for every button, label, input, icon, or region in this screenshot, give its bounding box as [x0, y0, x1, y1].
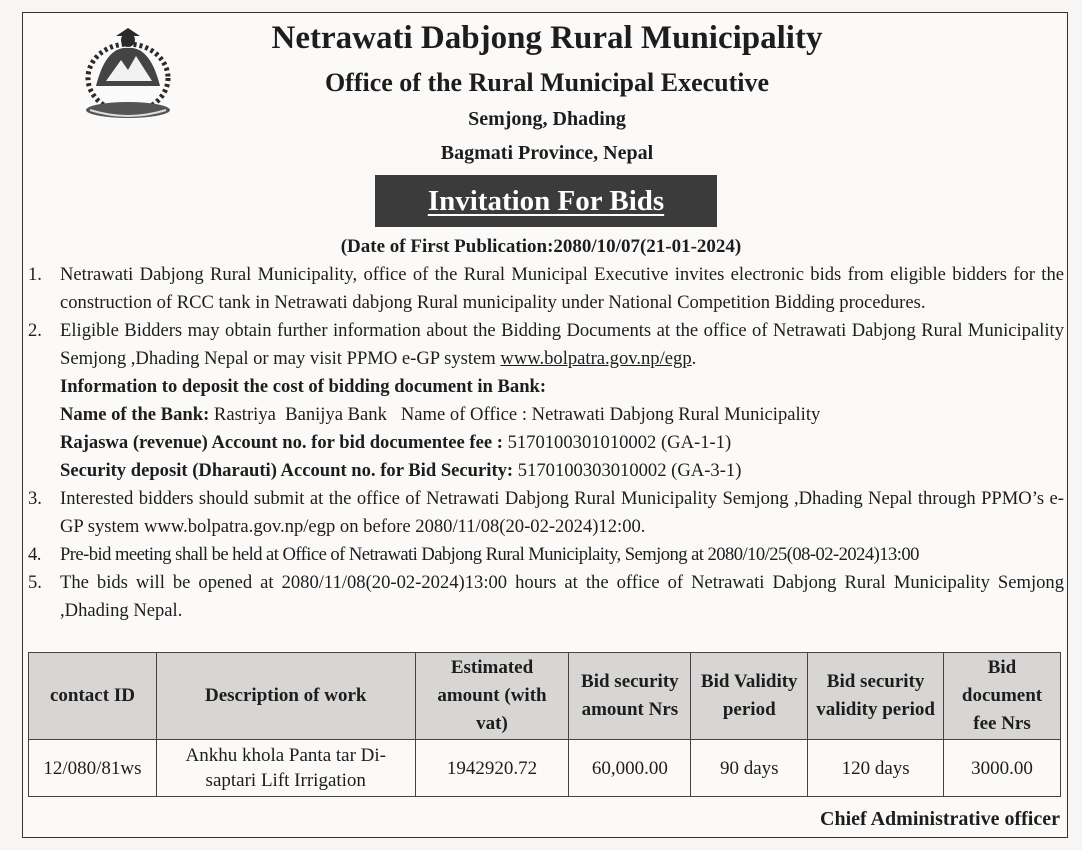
bank-name-label: Name of the Bank:: [60, 404, 210, 425]
cell-bid-security: 60,000.00: [569, 740, 691, 797]
col-validity: Bid Validity period: [691, 653, 808, 740]
col-description: Description of work: [156, 653, 415, 740]
col-security-validity: Bid security validity period: [808, 653, 944, 740]
item-text: Pre-bid meeting shall be held at Office of Netrawati Dabjong Rural Municiplaity, Semjong at 2080/10/25(08-02-2024)13:00: [60, 544, 919, 565]
bank-info-heading: Information to deposit the cost of bidding document in Bank:: [60, 376, 547, 397]
table-header-row: [29, 653, 1061, 740]
cell-description: Ankhu khola Panta tar Di-saptari Lift Irrigation: [156, 740, 415, 797]
col-contact-id: contact ID: [29, 653, 157, 740]
notice-title: Invitation For Bids: [427, 184, 665, 217]
list-item: [28, 261, 1064, 317]
item-text-end: .: [691, 348, 697, 369]
list-item: [28, 569, 1064, 625]
list-item: [28, 485, 1064, 541]
item-text: Eligible Bidders may obtain further information about the Bidding Documents at the office of Netrawati Dabjong Rural Municipality Semjong ,Dhading Nepal or may visit PPMO e-GP system: [60, 320, 1064, 369]
signature: Chief Administrative officer: [820, 808, 1060, 830]
bank-name-value: Rastriya Banijya Bank Name of Office : Netrawati Dabjong Rural Municipality: [209, 404, 821, 425]
notice-title-box: [375, 175, 717, 227]
col-bid-security: Bid security amount Nrs: [569, 653, 691, 740]
egp-link[interactable]: www.bolpatra.gov.np/egp: [500, 348, 692, 369]
cell-contact-id: 12/080/81ws: [29, 740, 157, 797]
bank-name-line: [28, 401, 1064, 429]
office-title: Office of the Rural Municipal Executive: [324, 68, 770, 97]
item-number: 3.: [28, 488, 42, 509]
item-text: Interested bidders should submit at the office of Netrawati Dabjong Rural Municipality Semjong ,Dhading Nepal through PPMO’s e-GP system www.bolpatra.gov.np/egp on before 2080/11/08(20-02-2024)12:00.: [60, 488, 1064, 537]
col-doc-fee: Bid document fee Nrs: [944, 653, 1061, 740]
revenue-account-value: 5170100301010002 (GA-1-1): [502, 432, 732, 453]
item-number: 1.: [28, 264, 42, 285]
item-number: 2.: [28, 320, 42, 341]
list-item: [28, 541, 1064, 569]
notice-body: [28, 261, 1064, 625]
security-account-value: 5170100303010002 (GA-3-1): [513, 460, 742, 481]
item-text: The bids will be opened at 2080/11/08(20-02-2024)13:00 hours at the office of Netrawati Dabjong Rural Municipality Semjong ,Dhading Nepal.: [60, 572, 1064, 621]
item-number: 5.: [28, 572, 42, 593]
cell-doc-fee: 3000.00: [944, 740, 1061, 797]
revenue-account-label: Rajaswa (revenue) Account no. for bid documentee fee :: [60, 432, 503, 453]
list-item: [28, 317, 1064, 373]
cell-security-validity: 120 days: [808, 740, 944, 797]
bids-table: [28, 652, 1061, 797]
cell-validity: 90 days: [691, 740, 808, 797]
security-account-line: [28, 457, 1064, 485]
municipality-title: Netrawati Dabjong Rural Municipality: [271, 20, 823, 56]
revenue-account-line: [28, 429, 1064, 457]
col-estimated: Estimated amount (with vat): [415, 653, 569, 740]
province-line: Bagmati Province, Nepal: [440, 142, 654, 164]
item-number: 4.: [28, 544, 41, 565]
publication-date: (Date of First Publication:2080/10/07(21-01-2024): [340, 236, 742, 257]
table-row: [29, 740, 1061, 797]
item-text: Netrawati Dabjong Rural Municipality, office of the Rural Municipal Executive invites electronic bids from eligible bidders for the construction of RCC tank in Netrawati dabjong Rural municipality under National Competition Bidding procedures.: [60, 264, 1064, 313]
cell-estimated: 1942920.72: [415, 740, 569, 797]
security-account-label: Security deposit (Dharauti) Account no. for Bid Security:: [60, 460, 514, 481]
location-line: Semjong, Dhading: [468, 108, 626, 130]
